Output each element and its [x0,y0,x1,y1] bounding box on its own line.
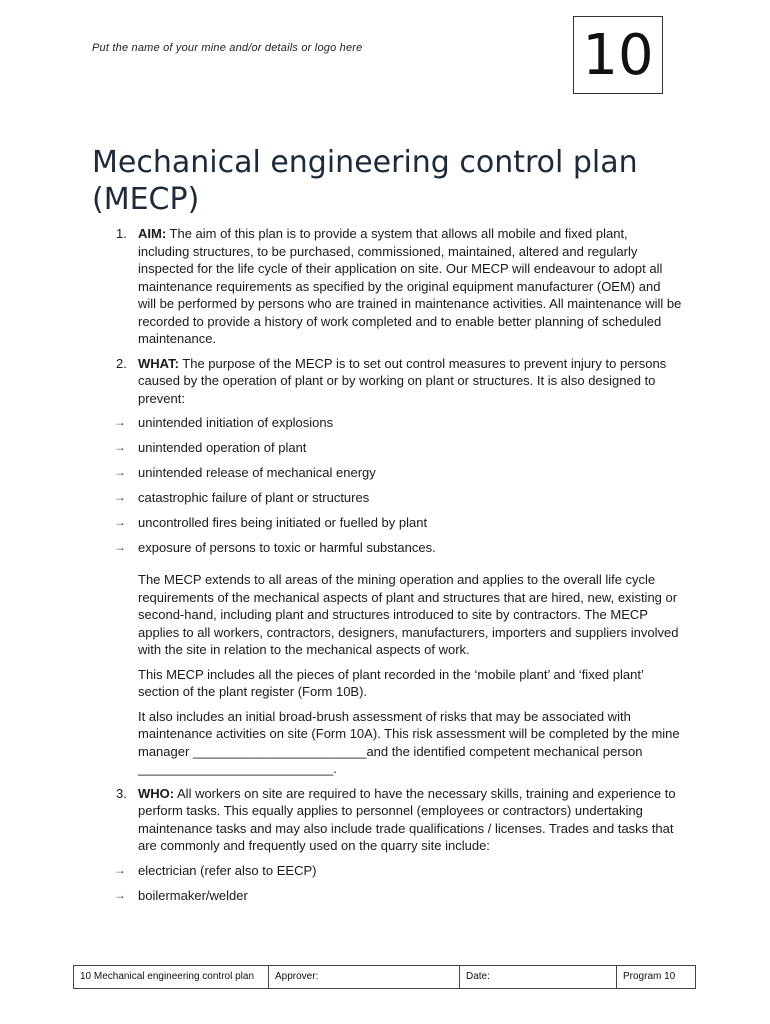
arrow-right-icon: → [114,490,126,504]
section-number: 1. [116,226,127,241]
list-item [92,489,682,514]
section-paragraph [138,785,682,855]
section-number: 3. [116,785,127,801]
arrow-right-icon: → [114,540,126,554]
list-item-text: catastrophic failure of plant or structures [138,490,370,505]
list-item-text: unintended initiation of explosions [138,415,334,430]
arrow-right-icon: → [114,415,126,429]
section-who [92,785,682,855]
list-item-text: boilermaker/welder [138,887,248,903]
list-item [92,414,682,439]
list-item-text: exposure of persons to toxic or harmful substances. [138,540,436,555]
page-title: Mechanical engineering control plan (MECP) [92,145,638,217]
logo-placeholder-note: Put the name of your mine and/or details or logo here [92,42,363,54]
section-label: WHO: [138,785,175,801]
list-item-text: electrician (refer also to EECP) [138,862,317,878]
arrow-right-icon: → [114,515,126,529]
list-item-text: unintended operation of plant [138,440,307,455]
section-paragraph [138,225,682,348]
list-item [92,439,682,464]
footer-row [74,966,696,989]
trades-list [92,862,682,912]
list-item [92,464,682,489]
scope-paragraph: The MECP extends to all areas of the mining operation and applies to the overall life cycle requirements of the mechanical aspects of plant and structures that are hired, new, existing or second-hand, including plant and structures introduced to site by contractors. The MECP applies to all workers, contractors, designers, manufacturers, importers and suppliers involved with the site in relation to the mechanical aspects of work. [138,572,679,657]
arrow-right-icon: → [114,862,126,877]
footer-table [73,965,696,989]
plant-register-paragraph: This MECP includes all the pieces of plant recorded in the ‘mobile plant’ and ‘fixed plant’ section of the plant register (Form 10B). [138,666,644,699]
list-item [92,862,682,887]
document-body [92,225,682,919]
list-item-text: uncontrolled fires being initiated or fuelled by plant [138,515,428,530]
arrow-right-icon: → [114,887,126,902]
section-what [92,355,682,408]
section-paragraph [138,355,682,408]
footer-doc-title: 10 Mechanical engineering control plan [74,966,269,989]
section-label: AIM: [138,226,167,241]
program-number-box: 10 [573,16,663,94]
section-text: The aim of this plan is to provide a system that allows all mobile and fixed plant, including structures, to be purchased, commissioned, maintained, altered and regularly inspected for the life cycle of their application on site. Our MECP will endeavour to adopt all maintenance requirements as specified by the original equipment manufacturer (OEM) and will be performed by persons who are trained in maintenance activities. All maintenance will be recorded to provide a history of work completed and to enable better planning of scheduled maintenance. [138,226,682,346]
footer-program: Program 10 [617,966,696,989]
section-number: 2. [116,355,127,371]
risk-assessment-paragraph: It also includes an initial broad-brush assessment of risks that may be associated with maintenance activities on site (Form 10A). This risk assessment will be completed by the mine manager ________________________and the identified competent mechanical person ___________________________. [138,708,680,776]
list-item [92,887,682,912]
footer-approver: Approver: [269,966,460,989]
section-text: All workers on site are required to have the necessary skills, training and experience to perform tasks. This equally applies to personnel (employees or contractors) undertaking maintenance tasks and may also include trade qualifications / licenses. Trades and tasks that are commonly and frequently used on the quarry site include: [138,785,676,853]
list-item [92,514,682,539]
section-text: The purpose of the MECP is to set out control measures to prevent injury to persons caused by the operation of plant or by working on plant or structures. It is also designed to prevent: [138,355,667,406]
prevention-list [92,414,682,564]
footer-date: Date: [460,966,617,989]
list-item-text: unintended release of mechanical energy [138,465,376,480]
arrow-right-icon: → [114,465,126,479]
section-label: WHAT: [138,355,179,371]
list-item [92,539,682,564]
arrow-right-icon: → [114,440,126,454]
section-aim [92,225,682,348]
